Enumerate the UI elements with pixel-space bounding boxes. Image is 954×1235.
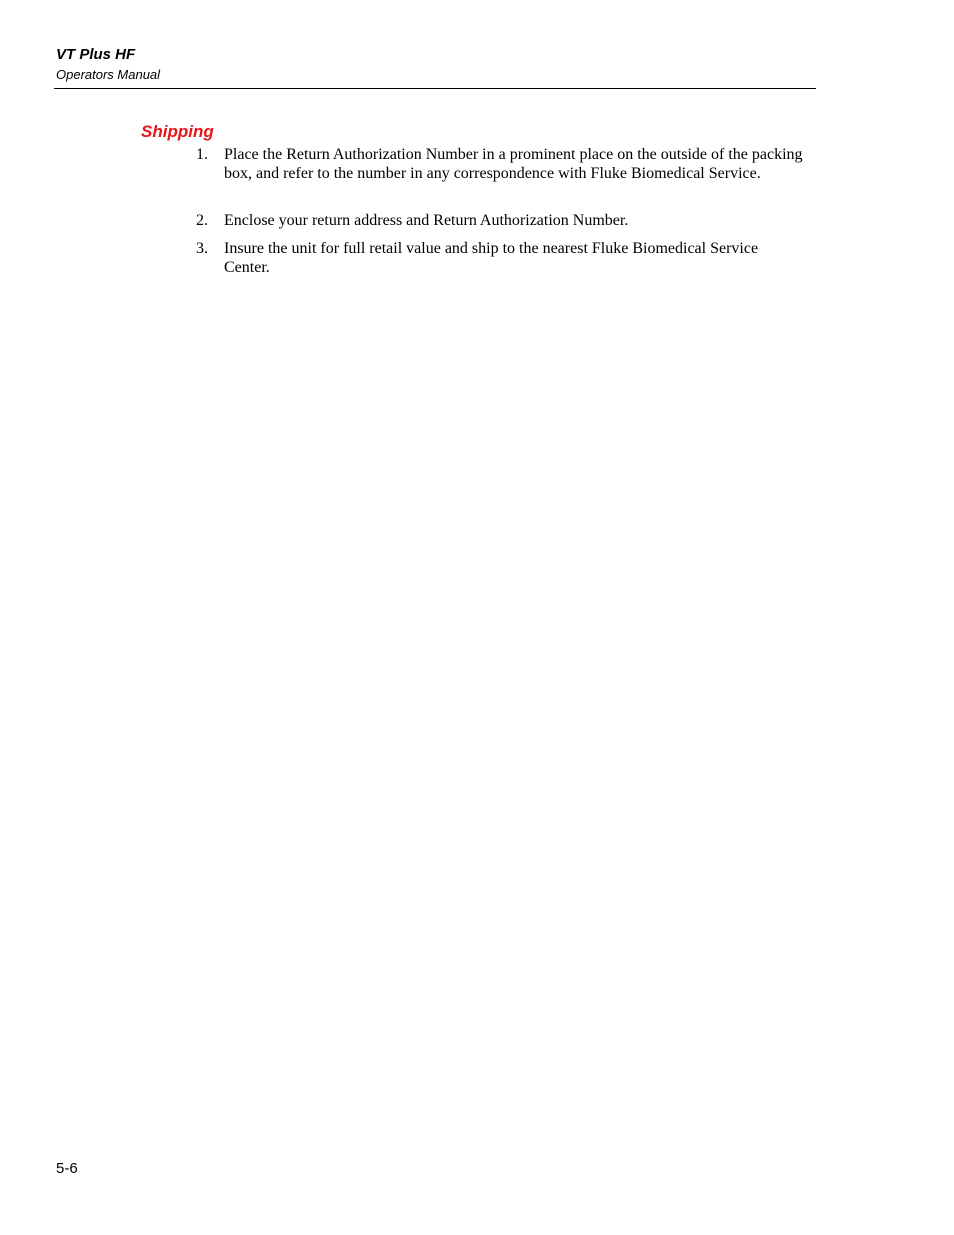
step-text: Insure the unit for full retail value and ship to the nearest Fluke Biomedical Service Center. xyxy=(224,240,759,276)
header-product-name: VT Plus HF xyxy=(56,46,136,63)
shipping-step-2 xyxy=(196,211,816,230)
page-number: 5-6 xyxy=(56,1160,78,1177)
step-number: 1. xyxy=(196,146,208,163)
shipping-step-3 xyxy=(196,239,816,277)
header-manual-title: Operators Manual xyxy=(56,67,161,82)
step-number: 2. xyxy=(196,212,208,229)
header-divider xyxy=(54,88,816,89)
step-number: 3. xyxy=(196,240,208,257)
step-text: Enclose your return address and Return Authorization Number. xyxy=(224,212,629,229)
step-text: Place the Return Authorization Number in a prominent place on the outside of the packing box, and refer to the number in any correspondence with Fluke Biomedical Service. xyxy=(224,146,803,182)
shipping-step-1 xyxy=(196,145,816,183)
section-heading-shipping: Shipping xyxy=(141,122,214,141)
